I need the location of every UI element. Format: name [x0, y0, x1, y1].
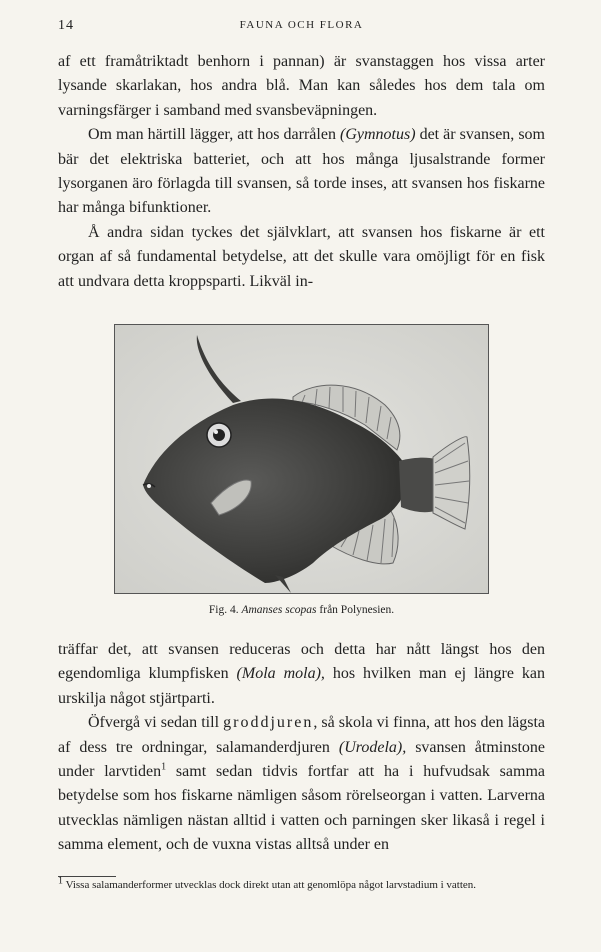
body-text-bottom — [58, 638, 545, 858]
spaced-term-groddjuren: groddjuren — [223, 714, 314, 732]
footnote-rule — [58, 876, 116, 877]
body-text-top — [58, 50, 545, 294]
figure-label: Fig. 4. — [208, 604, 239, 616]
paragraph-4: träffar det, att svansen reduceras och detta har nått längst hos den egendomliga klumpfisken (Mola mola), hos hvilken man ej längre kan urskilja något stjärtparti. — [58, 641, 546, 707]
page-number: 14 — [58, 18, 74, 33]
italic-term-mola: (Mola mola), — [236, 665, 325, 683]
italic-term-gymnotus: (Gymnotus) — [340, 126, 416, 144]
footnote-marker: 1 — [58, 875, 63, 887]
footnote-ref: 1 — [161, 761, 167, 773]
species-origin: från Polynesien. — [319, 604, 395, 616]
footnote — [58, 875, 545, 893]
italic-term-urodela: (Urodela), — [338, 738, 407, 756]
species-name: Amanses scopas — [241, 604, 317, 616]
fish-drawing — [115, 325, 488, 593]
fish-illustration — [114, 324, 489, 594]
running-title: FAUNA OCH FLORA — [239, 19, 364, 31]
paragraph-3: Å andra sidan tyckes det självklart, att svansen hos fiskarne är ett organ af så fundamental betydelse, att det skulle vara omöjligt för en fisk att undvara detta kroppsparti. Likväl in- — [58, 223, 545, 290]
footnote-text: Vissa salamanderformer utvecklas dock direkt utan att genomlöpa något larvstadium i vatten. — [65, 879, 477, 891]
caudal-peduncle — [399, 458, 435, 513]
paragraph-5: Öfvergå vi sedan till groddjuren, så skola vi finna, att hos den lägsta af dess tre ordningar, salamanderdjuren (Urodela), svansen åtminstone under larvtiden$^1$ samt sedan tidvis fortfar att ha i hufvudsak samma betydelse som hos fiskarne nämligen såsom rörelseorgan i vatten. Larverna utvecklas nämligen nästan alltid i vatten och parningen sker likaså i regel i samma element, och de vuxna vistas alltså under en — [58, 714, 546, 854]
paragraph-1: af ett framåtriktadt benhorn i pannan) är svanstaggen hos vissa arter lysande skarlakan, hos andra blå. Man kan således hos dem tala om varningsfärger i samband med svansbeväpningen. — [58, 53, 545, 119]
paragraph-2: Om man härtill lägger, att hos darrålen (Gymnotus) det är svansen, som bär det elektriska batteriet, och att hos många ljusalstrande former lysorganen äro förlagda till svansen, så torde inses, att svansen hos fiskarne har många bifunktioner. — [58, 126, 546, 217]
figure-caption — [58, 604, 545, 616]
running-header — [58, 18, 545, 34]
